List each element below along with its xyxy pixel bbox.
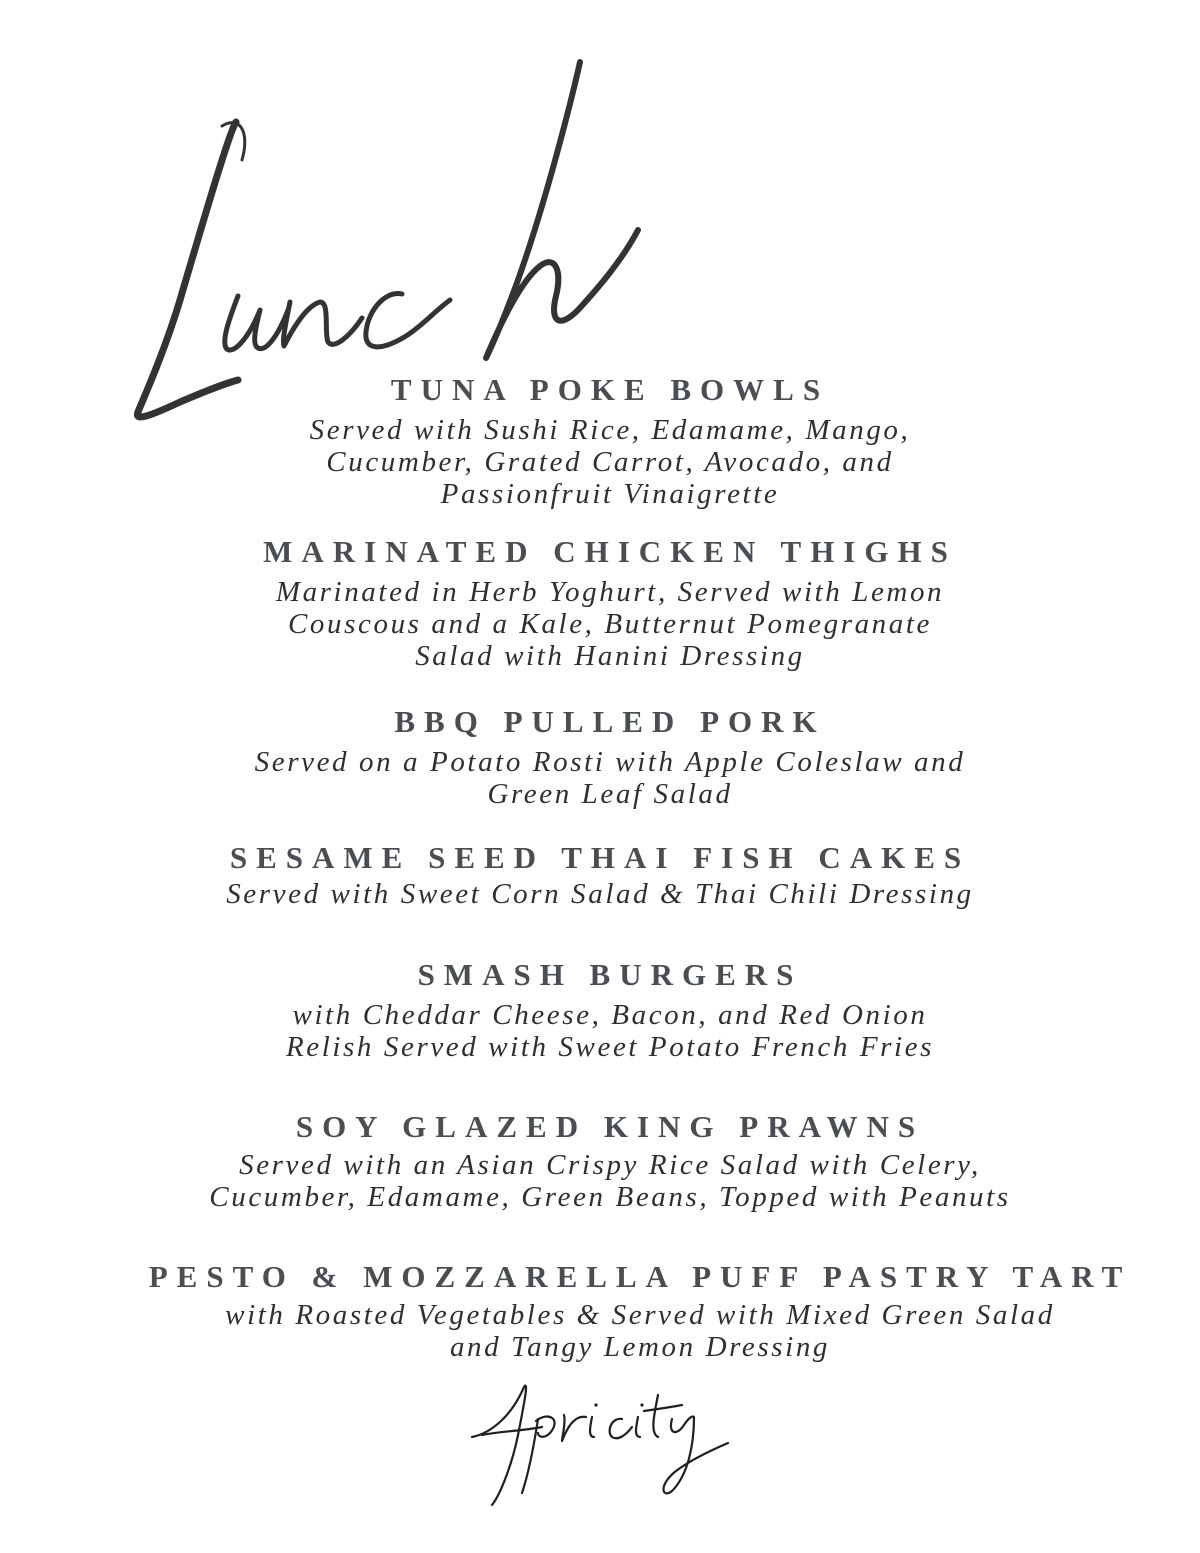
- menu-item-description: Served with Sweet Corn Salad & Thai Chili Dressing: [226, 878, 974, 910]
- menu-item: [230, 370, 990, 510]
- menu-item-name: PESTO & MOZZARELLA PUFF PASTRY TART: [148, 1259, 1132, 1294]
- menu-item-description: Served with Sushi Rice, Edamame, Mango, Cucumber, Grated Carrot, Avocado, and Passionfruit Vinaigrette: [309, 414, 911, 510]
- menu-item-name: SESAME SEED THAI FISH CAKES: [229, 840, 971, 875]
- menu-item-name: SMASH BURGERS: [417, 957, 803, 992]
- menu-item-description: with Roasted Vegetables & Served with Mixed Green Salad and Tangy Lemon Dressing: [225, 1299, 1055, 1363]
- menu-item: [180, 702, 1040, 810]
- menu-item-name: SOY GLAZED KING PRAWNS: [295, 1109, 925, 1144]
- menu-item: [150, 1107, 1070, 1213]
- menu-item-description: Marinated in Herb Yoghurt, Served with Lemon Couscous and a Kale, Butternut Pomegranate Salad with Hanini Dressing: [275, 576, 945, 672]
- menu-item-description: with Cheddar Cheese, Bacon, and Red Onion Relish Served with Sweet Potato French Fries: [285, 999, 935, 1063]
- menu-item-name: BBQ PULLED PORK: [394, 704, 826, 739]
- menu-item: [200, 955, 1020, 1063]
- menu-item-description: Served on a Potato Rosti with Apple Coleslaw and Green Leaf Salad: [254, 746, 966, 810]
- menu-item-name: TUNA POKE BOWLS: [390, 372, 830, 407]
- menu-item: [200, 532, 1020, 672]
- menu-item-name: MARINATED CHICKEN THIGHS: [263, 534, 957, 569]
- signature-script: [462, 1375, 742, 1515]
- menu-item-description: Served with an Asian Crispy Rice Salad with Celery, Cucumber, Edamame, Green Beans, Topped with Peanuts: [209, 1149, 1011, 1213]
- menu-item: [160, 838, 1040, 910]
- menu-item: [100, 1257, 1180, 1363]
